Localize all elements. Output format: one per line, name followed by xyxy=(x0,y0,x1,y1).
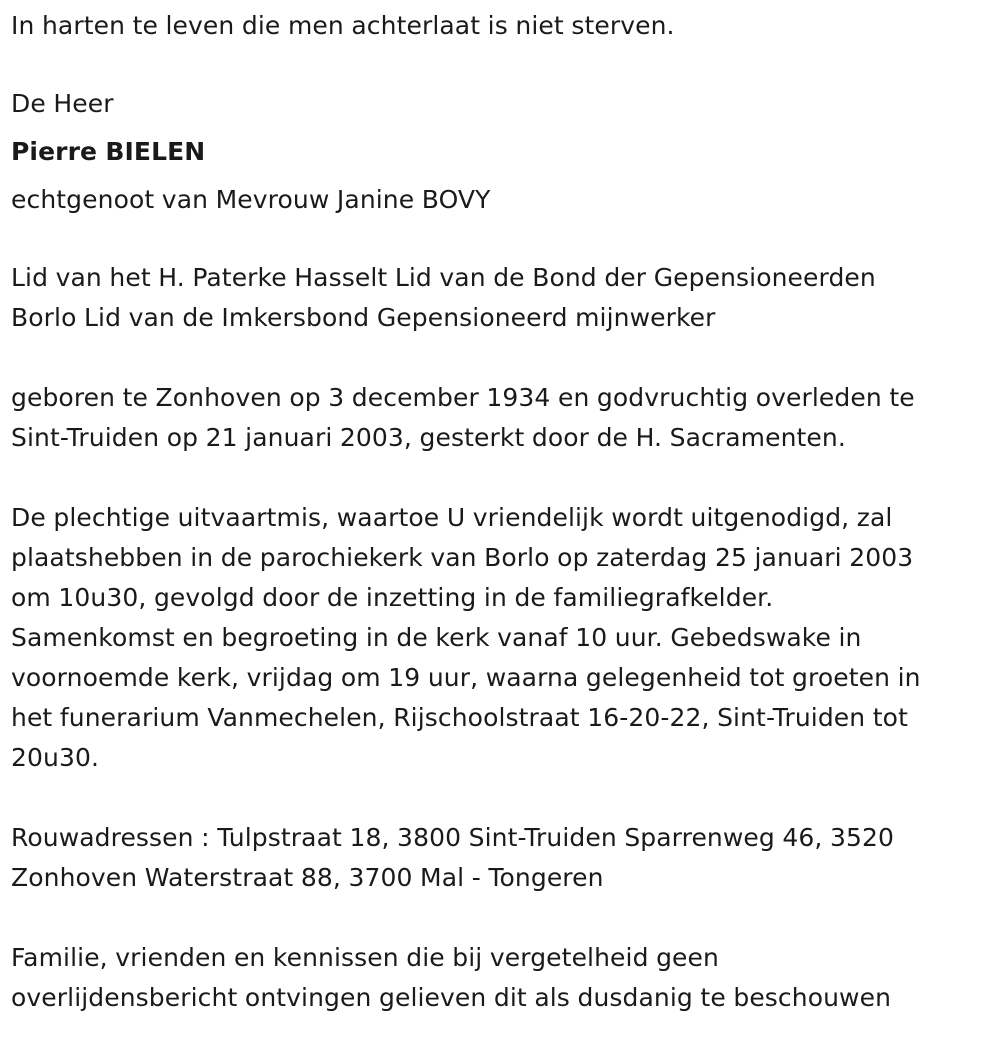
spacer xyxy=(11,458,986,498)
birth-death-line: Sint-Truiden op 21 januari 2003, gesterkt door de H. Sacramenten. xyxy=(11,423,846,452)
closing-paragraph xyxy=(11,938,986,1018)
funeral-line: plaatshebben in de parochiekerk van Borlo op zaterdag 25 januari 2003 xyxy=(11,543,914,572)
memberships-paragraph xyxy=(11,258,986,338)
funeral-line: om 10u30, gevolgd door de inzetting in de familiegrafkelder. xyxy=(11,583,774,612)
addresses-paragraph xyxy=(11,818,986,898)
funeral-paragraph xyxy=(11,498,986,778)
birth-death-line: geboren te Zonhoven op 3 december 1934 en godvruchtig overleden te xyxy=(11,383,915,412)
birth-death-paragraph xyxy=(11,378,986,458)
spacer xyxy=(11,778,986,818)
obituary-notice xyxy=(11,0,986,1018)
spacer xyxy=(11,898,986,938)
funeral-line: 20u30. xyxy=(11,743,100,772)
funeral-line: voornoemde kerk, vrijdag om 19 uur, waarna gelegenheid tot groeten in xyxy=(11,663,921,692)
funeral-line: Samenkomst en begroeting in de kerk vanaf 10 uur. Gebedswake in xyxy=(11,623,862,652)
addresses-line: Rouwadressen : Tulpstraat 18, 3800 Sint-Truiden Sparrenweg 46, 3520 xyxy=(11,823,895,852)
spacer xyxy=(11,224,986,258)
funeral-line: De plechtige uitvaartmis, waartoe U vriendelijk wordt uitgenodigd, zal xyxy=(11,503,893,532)
memberships-line: Lid van het H. Paterke Hasselt Lid van de Bond der Gepensioneerden xyxy=(11,263,876,292)
honorific: De Heer xyxy=(11,89,114,118)
spouse-line: echtgenoot van Mevrouw Janine BOVY xyxy=(11,185,491,214)
closing-line: Familie, vrienden en kennissen die bij vergetelheid geen xyxy=(11,943,719,972)
memberships-line: Borlo Lid van de Imkersbond Gepensioneerd mijnwerker xyxy=(11,303,716,332)
addresses-line: Zonhoven Waterstraat 88, 3700 Mal - Tongeren xyxy=(11,863,604,892)
motto: In harten te leven die men achterlaat is niet sterven. xyxy=(11,11,675,40)
closing-line: overlijdensbericht ontvingen gelieven dit als dusdanig te beschouwen xyxy=(11,983,892,1012)
funeral-line: het funerarium Vanmechelen, Rijschoolstraat 16-20-22, Sint-Truiden tot xyxy=(11,703,908,732)
deceased-name: Pierre BIELEN xyxy=(11,137,206,166)
spacer xyxy=(11,338,986,378)
